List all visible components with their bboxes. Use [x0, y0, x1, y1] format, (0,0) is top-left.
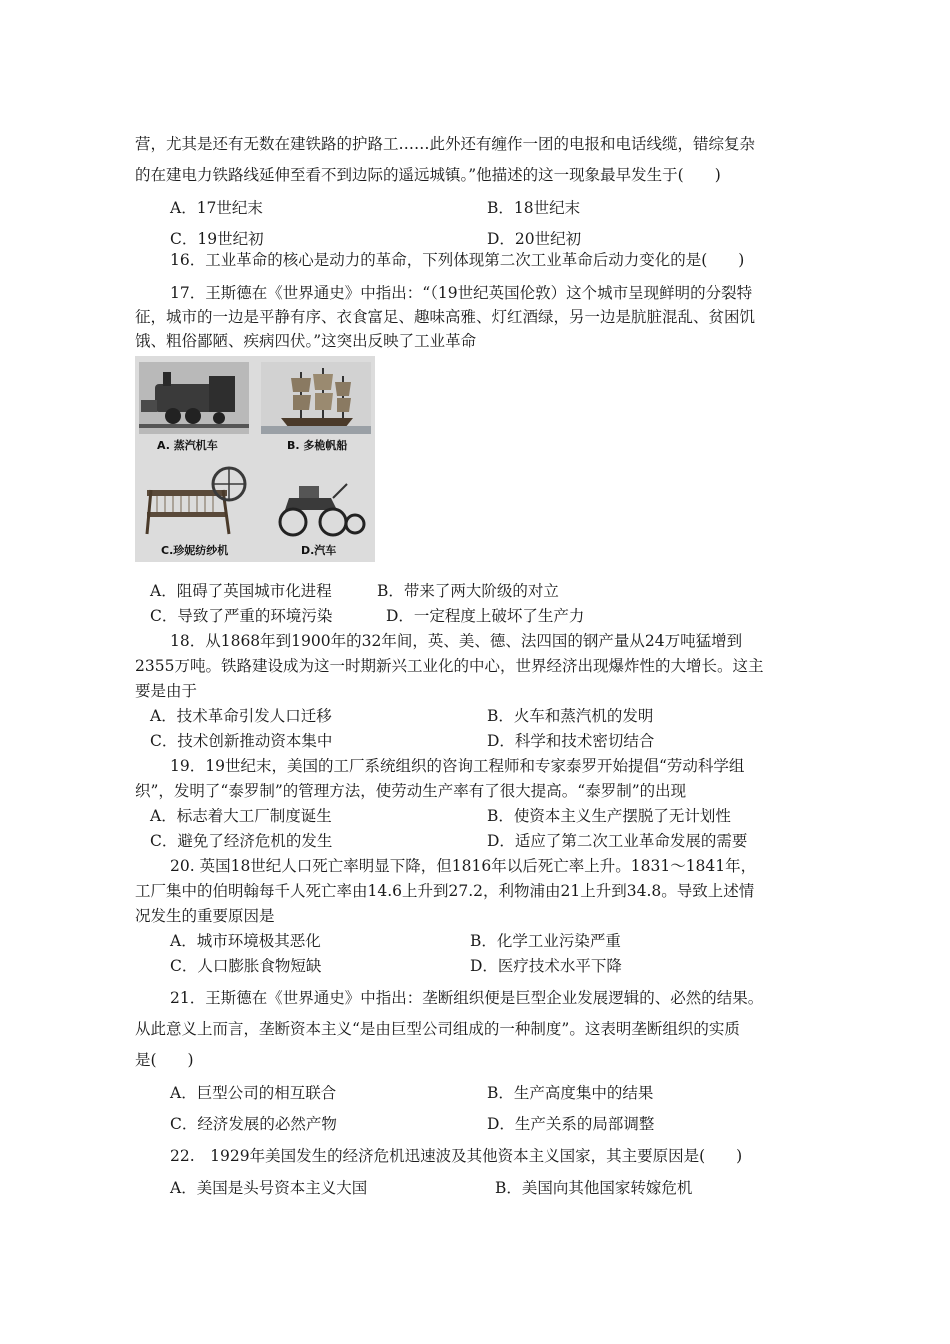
- q15-line-1: 营，尤其是还有无数在建铁路的护路工……此外还有缠作一团的电报和电话线缆，错综复杂: [135, 135, 756, 153]
- q18-option-d: D．科学和技术密切结合: [487, 732, 655, 750]
- figure-caption-c: C.珍妮纺纱机: [161, 544, 229, 557]
- figure-caption-b: B. 多桅帆船: [287, 439, 348, 452]
- q21-line-3: 是( ): [135, 1051, 194, 1069]
- q18-line-2: 2355万吨。铁路建设成为这一时期新兴工业化的中心，世界经济出现爆炸性的大增长。这主: [135, 657, 764, 675]
- q18-line-3: 要是由于: [135, 682, 198, 700]
- q17-option-a: A．阻碍了英国城市化进程: [150, 582, 332, 600]
- q21-option-b: B．生产高度集中的结果: [487, 1084, 654, 1102]
- q21-option-d: D．生产关系的局部调整: [487, 1115, 655, 1133]
- q19-option-d: D．适应了第二次工业革命发展的需要: [487, 832, 748, 850]
- q15-line-2: 的在建电力铁路线延伸至看不到边际的遥远城镇。”他描述的这一现象最早发生于( ): [135, 166, 721, 184]
- q21-line-1: 21．王斯德在《世界通史》中指出：垄断组织便是巨型企业发展逻辑的、必然的结果。: [170, 989, 764, 1007]
- sailing-ship-image: [261, 362, 371, 434]
- q21-line-2: 从此意义上而言，垄断资本主义“是由巨型公司组成的一种制度”。这表明垄断组织的实质: [135, 1020, 740, 1038]
- q16-figure: [135, 356, 375, 562]
- q19-option-b: B．使资本主义生产摆脱了无计划性: [487, 807, 731, 825]
- q18-option-a: A．技术革命引发人口迁移: [150, 707, 332, 725]
- q15-option-a: A．17世纪末: [170, 199, 263, 217]
- q22-option-b: B．美国向其他国家转嫁危机: [495, 1179, 693, 1197]
- q20-line-3: 况发生的重要原因是: [135, 907, 275, 925]
- automobile-image: [271, 468, 369, 538]
- q20-line-1: 20. 英国18世纪人口死亡率明显下降，但1816年以后死亡率上升。1831～1841年，: [170, 857, 757, 875]
- q17-line-2: 征，城市的一边是平静有序、衣食富足、趣味高雅、灯红酒绿，另一边是肮脏混乱、贫困饥: [135, 308, 756, 326]
- q17-line-3: 饿、粗俗鄙陋、疾病四伏。”这突出反映了工业革命: [135, 332, 477, 350]
- q17-option-d: D．一定程度上破坏了生产力: [386, 607, 585, 625]
- q20-option-b: B．化学工业污染严重: [470, 932, 621, 950]
- q21-option-a: A．巨型公司的相互联合: [170, 1084, 337, 1102]
- q20-option-a: A．城市环境极其恶化: [170, 932, 321, 950]
- figure-caption-a: A. 蒸汽机车: [157, 439, 218, 452]
- q17-line-1: 17．王斯德在《世界通史》中指出：“（19世纪英国伦敦）这个城市呈现鲜明的分裂特: [170, 284, 753, 302]
- q20-line-2: 工厂集中的伯明翰每千人死亡率由14.6上升到27.2，利物浦由21上升到34.8。导致上述情: [135, 882, 755, 900]
- q18-option-c: C．技术创新推动资本集中: [150, 732, 333, 750]
- q19-option-a: A．标志着大工厂制度诞生: [150, 807, 332, 825]
- q17-option-c: C．导致了严重的环境污染: [150, 607, 333, 625]
- q20-option-d: D．医疗技术水平下降: [470, 957, 622, 975]
- spinning-jenny-image: [139, 460, 251, 538]
- figure-caption-d: D.汽车: [301, 544, 337, 557]
- q15-option-b: B．18世纪末: [487, 199, 581, 217]
- q16-stem: 16．工业革命的核心是动力的革命，下列体现第二次工业革命后动力变化的是( ): [170, 251, 745, 269]
- q19-line-1: 19．19世纪末，美国的工厂系统组织的咨询工程师和专家泰罗开始提倡“劳动科学组: [170, 757, 745, 775]
- q18-option-b: B．火车和蒸汽机的发明: [487, 707, 654, 725]
- steam-locomotive-image: [139, 362, 249, 434]
- q22-option-a: A．美国是头号资本主义大国: [170, 1179, 368, 1197]
- q19-line-2: 织”，发明了“泰罗制”的管理方法，使劳动生产率有了很大提高。“泰罗制”的出现: [135, 782, 687, 800]
- q17-option-b: B．带来了两大阶级的对立: [377, 582, 559, 600]
- q19-option-c: C．避免了经济危机的发生: [150, 832, 333, 850]
- q18-line-1: 18．从1868年到1900年的32年间，英、美、德、法四国的钢产量从24万吨猛增到: [170, 632, 743, 650]
- q15-option-d: D．20世纪初: [487, 230, 582, 248]
- q22-stem: 22. 1929年美国发生的经济危机迅速波及其他资本主义国家，其主要原因是( ): [170, 1147, 743, 1165]
- q15-option-c: C．19世纪初: [170, 230, 264, 248]
- q20-option-c: C．人口膨胀食物短缺: [170, 957, 322, 975]
- q21-option-c: C．经济发展的必然产物: [170, 1115, 337, 1133]
